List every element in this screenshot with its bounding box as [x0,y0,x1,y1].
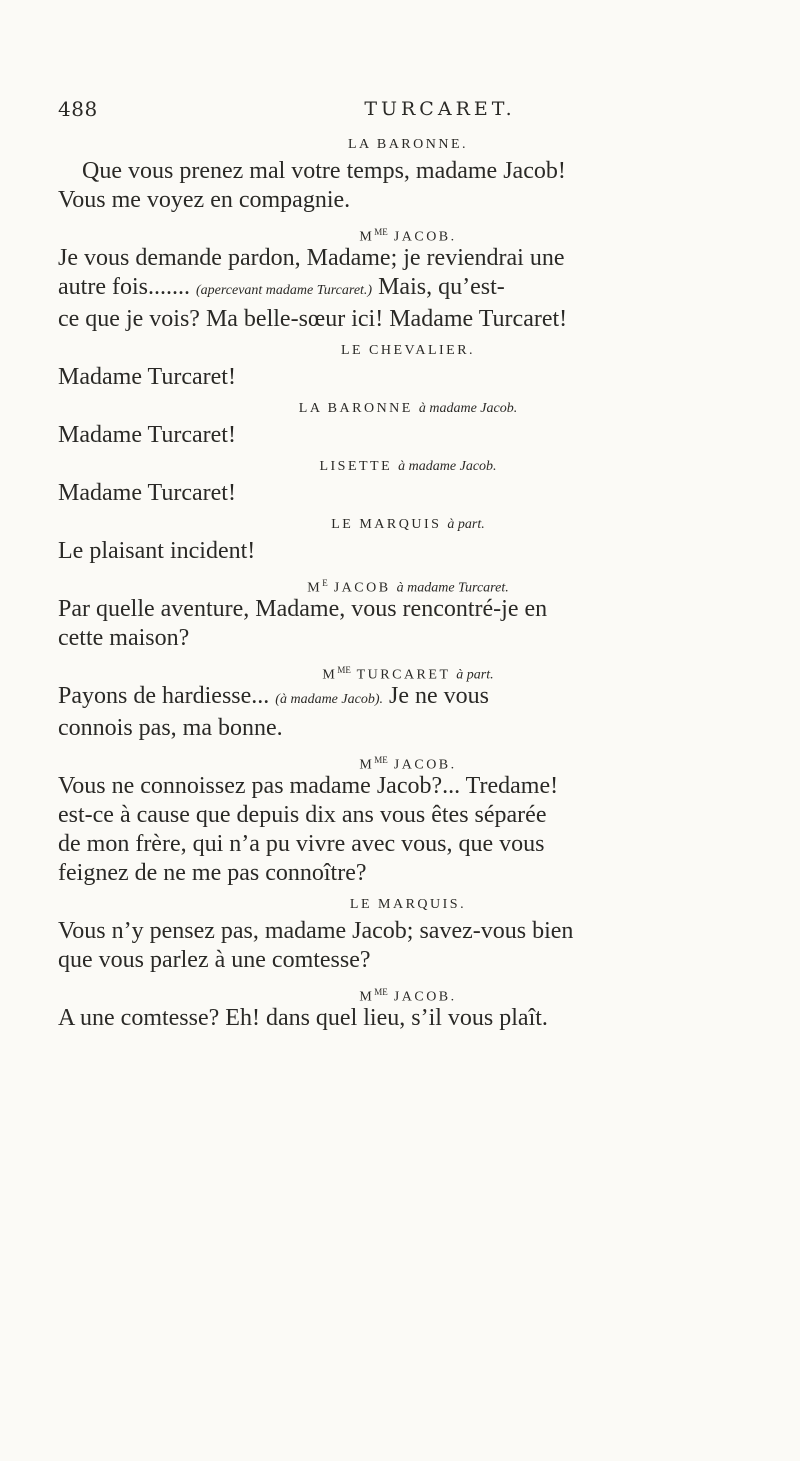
speaker-heading: $M^E$ JACOB à madame Turcaret. [307,578,509,596]
text-line: A une comtesse? Eh! dans quel lieu, s’il vous plaît. [58,1005,548,1031]
stage-direction: (apercevant madame Turcaret.) [195,283,373,298]
speaker-heading: LA BARONNE à madame Jacob. [298,401,518,416]
text-line: autre fois....... (apercevant madame Turcaret.) Mais, qu’est- [58,274,505,300]
text-line: est-ce à cause que depuis dix ans vous êtes séparée [58,802,547,828]
page-body [58,128,758,1033]
speaker-heading: LE MARQUIS. [349,897,467,912]
speaker-heading: $M^{ME}$ TURCARET à part. [322,665,494,683]
text-line: cette maison? [58,625,190,651]
stage-direction: à madame Jacob. [398,459,497,474]
speaker-heading: $M^{ME}$ JACOB. [359,227,457,245]
text-line: feignez de ne me pas connoître? [58,860,367,886]
stage-direction: à madame Jacob. [418,401,518,416]
stage-direction: à madame Turcaret. [396,580,509,596]
text-line: Le plaisant incident! [58,538,256,564]
text-line: de mon frère, qui n’a pu vivre avec vous, que vous [58,831,545,857]
text-line: que vous parlez à une comtesse? [58,947,371,973]
page-number: 488 [58,97,98,121]
text-line: Vous n’y pensez pas, madame Jacob; savez-vous bien [58,918,574,944]
text-line: Que vous prenez mal votre temps, madame Jacob! [82,158,566,184]
stage-direction: à part. [456,667,494,683]
text-line: connois pas, ma bonne. [58,715,283,741]
text-line: Vous ne connoissez pas madame Jacob?... Tredame! [58,773,559,799]
speaker-heading: $M^{ME}$ JACOB. [359,755,457,773]
speaker-heading: LA BARONNE. [347,137,469,152]
text-line: Madame Turcaret! [58,480,236,506]
stage-direction: à part. [447,517,485,532]
speaker-heading: $M^{ME}$ JACOB. [359,987,457,1005]
text-line: Par quelle aventure, Madame, vous rencontré-je en [58,596,548,622]
text-line: Madame Turcaret! [58,422,236,448]
speaker-heading: LE CHEVALIER. [340,343,476,358]
text-line: ce que je vois? Ma belle-sœur ici! Madame Turcaret! [58,306,568,332]
running-title: TURCARET. [364,98,516,120]
speaker-heading: LISETTE à madame Jacob. [319,459,497,474]
stage-direction: (à madame Jacob). [275,692,383,707]
speaker-heading: LE MARQUIS à part. [331,517,485,532]
text-line: Madame Turcaret! [58,364,236,390]
text-line: Payons de hardiesse... (à madame Jacob). Je ne vous [58,683,489,709]
text-line: Je vous demande pardon, Madame; je reviendrai une [58,245,565,271]
text-line: Vous me voyez en compagnie. [58,187,351,213]
